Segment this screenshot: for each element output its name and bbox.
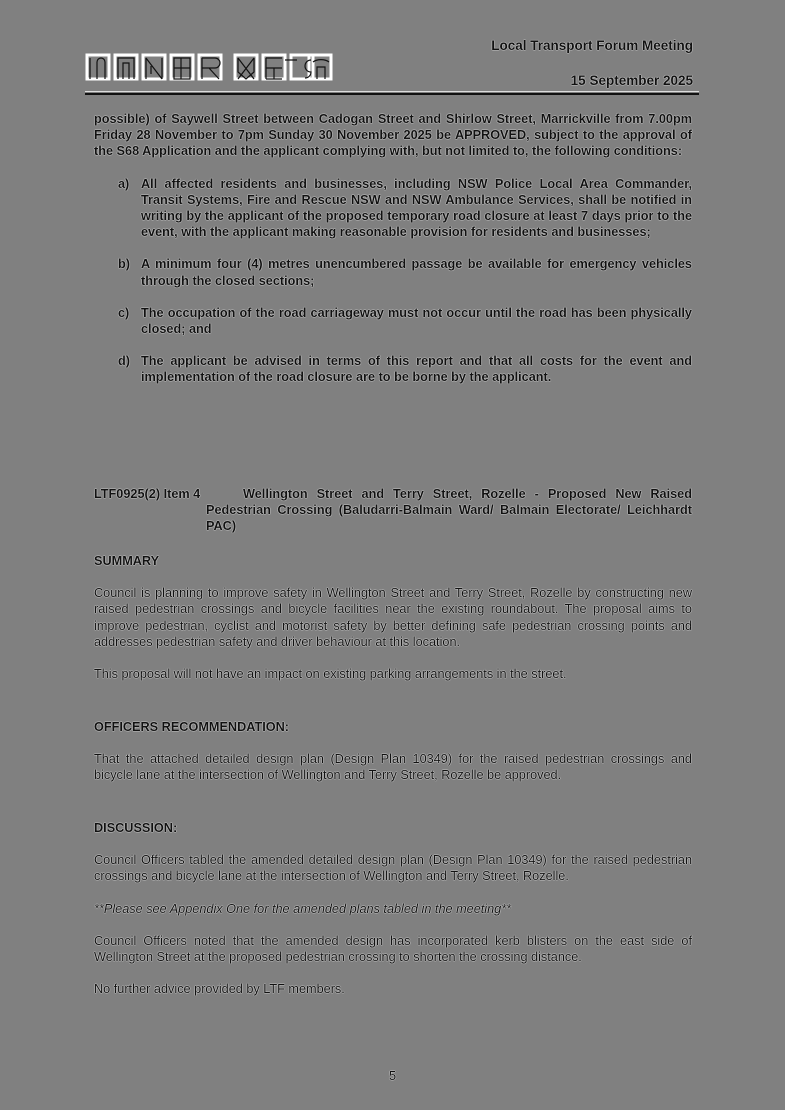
recommendation-text: That the attached detailed design plan (Design Plan 10349) for the raised pedestrian crossings and bicycle lane at the intersection of Wellington and Terry Street, Rozelle be approved. <box>94 752 692 783</box>
continuation-section <box>94 111 692 402</box>
conditions-list <box>94 176 692 386</box>
resolution-paragraph: possible) of Saywell Street between Cadogan Street and Shirlow Street, Marrickville from 7.00pm Friday 28 November to 7pm Sunday 30 November 2025 be APPROVED, subject to the approval of the S68 Application and the applicant complying with, but not limited to, the following conditions: <box>94 112 692 159</box>
summary-paragraph: Council is planning to improve safety in Wellington Street and Terry Street, Rozelle by constructing new raised pedestrian crossings and bicycle facilities near the existing roundabout. The proposal aims to improve pedestrian, cyclist and motorist safety by better defining safe pedestrian crossing points and addresses pedestrian safety and driver behaviour at this location. <box>94 586 692 649</box>
discussion-paragraph: Council Officers noted that the amended design has incorporated kerb blisters on the east side of Wellington Street at the proposed pedestrian crossing to shorten the crossing distance. <box>94 933 692 965</box>
discussion-heading: DISCUSSION: <box>94 821 178 835</box>
condition-text: The occupation of the road carriageway must not occur until the road has been physically closed; and <box>141 305 692 337</box>
item-heading <box>94 486 692 535</box>
meeting-date: 15 September 2025 <box>570 73 693 88</box>
condition-text: A minimum four (4) metres unencumbered passage be available for emergency vehicles through the closed sections; <box>141 257 692 288</box>
summary-paragraph: This proposal will not have an impact on existing parking arrangements in the street. <box>94 667 567 682</box>
recommendation-heading: OFFICERS RECOMMENDATION: <box>94 720 290 734</box>
condition-text: The applicant be advised in terms of this report and that all costs for the event and implementation of the road closure are to be borne by the applicant. <box>141 354 692 385</box>
condition-text: All affected residents and businesses, including NSW Police Local Area Commander, Transit Systems, Fire and Rescue NSW and NSW Ambulance Services, shall be notified in writing by the applicant of the proposed temporary road closure at least 7 days prior to the event, with the applicant making reasonable provision for residents and businesses; <box>141 176 692 240</box>
discussion-paragraph: Council Officers tabled the amended detailed design plan (Design Plan 10349) for the raised pedestrian crossings and bicycle lane at the intersection of Wellington and Terry Street, Rozelle. <box>94 853 692 884</box>
discussion-paragraph: No further advice provided by LTF members. <box>94 982 345 997</box>
item-title: Wellington Street and Terry Street, Rozelle - Proposed New Raised Pedestrian Crossing (Baludarri-Balmain Ward/ Balmain Electorate/ Leichhardt PAC) <box>206 487 692 534</box>
recommendation-section <box>94 719 692 784</box>
condition-item <box>94 305 692 337</box>
page-number: 5 <box>388 1069 397 1083</box>
header-divider <box>85 91 699 95</box>
summary-section <box>94 553 692 682</box>
page-header <box>85 36 700 96</box>
condition-item <box>94 256 692 288</box>
item-code: LTF0925(2) Item 4 <box>94 487 201 501</box>
condition-label: a) <box>118 176 130 191</box>
discussion-section <box>94 820 692 997</box>
inner-west-logo-icon <box>85 52 335 82</box>
condition-label: c) <box>118 305 130 320</box>
inner-west-logo <box>85 52 335 82</box>
condition-item <box>94 176 692 241</box>
condition-label: b) <box>118 257 130 272</box>
summary-heading: SUMMARY <box>94 554 160 568</box>
condition-label: d) <box>118 354 130 369</box>
meeting-title: Local Transport Forum Meeting <box>491 38 693 53</box>
condition-item <box>94 353 692 385</box>
appendix-note: **Please see Appendix One for the amended plans tabled in the meeting** <box>94 901 512 916</box>
